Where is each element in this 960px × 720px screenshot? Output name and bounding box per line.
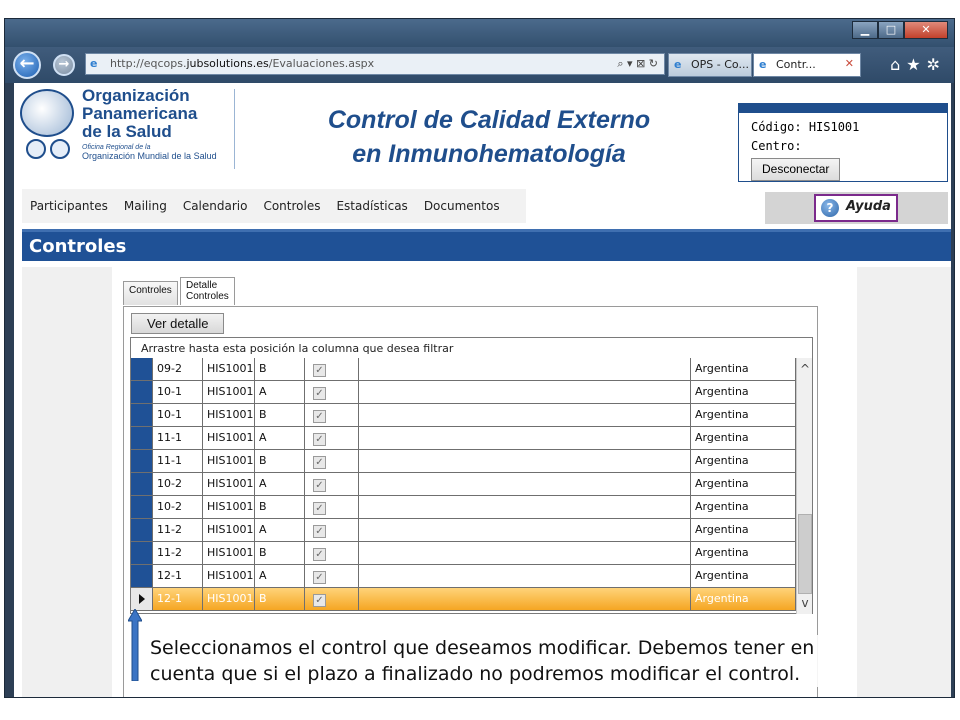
org-name-line3: de la Salud: [82, 122, 172, 141]
cell-pais: Argentina: [691, 542, 796, 564]
menu-item-estadisticas[interactable]: Estadísticas: [336, 199, 408, 213]
menu-item-documentos[interactable]: Documentos: [423, 199, 500, 213]
org-name-line2: Panamericana: [82, 104, 198, 123]
cell-empty: [359, 450, 691, 472]
checkbox-icon: ✓: [313, 594, 326, 607]
cell-empty: [359, 427, 691, 449]
url-prefix: http://eqcops.: [110, 57, 187, 70]
left-gutter: [22, 267, 112, 697]
minimize-button[interactable]: ▁: [852, 21, 878, 39]
cell-centro: HIS1001: [203, 381, 255, 403]
cell-tipo: A: [255, 473, 305, 495]
scroll-thumb[interactable]: [798, 514, 812, 594]
browser-tab-controles[interactable]: [753, 53, 861, 77]
address-tools-icons[interactable]: ⌕ ▾ ⊠ ↻: [617, 57, 658, 70]
cell-control: 10-1: [153, 381, 203, 403]
cell-tipo: A: [255, 427, 305, 449]
row-selector[interactable]: [131, 496, 153, 518]
table-row[interactable]: [131, 473, 796, 496]
row-selector[interactable]: [131, 404, 153, 426]
cell-pais: Argentina: [691, 404, 796, 426]
grid-scrollbar[interactable]: [796, 358, 812, 614]
ver-detalle-button[interactable]: Ver detalle: [131, 313, 224, 334]
cell-pais: Argentina: [691, 381, 796, 403]
codigo-value: HIS1001: [808, 120, 860, 134]
table-row-selected[interactable]: [131, 588, 796, 611]
cell-empty: [359, 358, 691, 380]
menu-item-participantes[interactable]: Participantes: [30, 199, 108, 213]
cell-tipo: A: [255, 381, 305, 403]
row-selector[interactable]: [131, 542, 153, 564]
cell-control: 10-2: [153, 473, 203, 495]
window-titlebar: [5, 19, 954, 47]
cell-tipo: A: [255, 565, 305, 587]
logo-divider: [234, 89, 235, 169]
cell-control: 11-1: [153, 450, 203, 472]
checkbox-icon: ✓: [313, 571, 326, 584]
cell-pais: Argentina: [691, 473, 796, 495]
row-selector[interactable]: [131, 473, 153, 495]
tab-controles[interactable]: Controles: [123, 281, 178, 305]
row-selector[interactable]: [131, 381, 153, 403]
controls-grid: [130, 337, 813, 614]
tab-label: Contr...: [776, 58, 816, 71]
annotation-text: [150, 635, 850, 687]
ie-page-icon: e: [90, 57, 98, 70]
org-name: [82, 87, 197, 141]
centro-label: Centro:: [751, 139, 802, 153]
page-title: [254, 103, 724, 171]
right-gutter: [857, 267, 951, 697]
scroll-up-icon[interactable]: ^: [799, 362, 811, 376]
cell-empty: [359, 473, 691, 495]
cell-tipo: B: [255, 450, 305, 472]
tab-detalle-controles[interactable]: Detalle Controles: [180, 277, 235, 305]
cell-tipo: A: [255, 519, 305, 541]
help-bar: [765, 192, 948, 224]
org-subtitle-line1: Oficina Regional de la: [82, 144, 151, 151]
cell-centro: HIS1001: [203, 588, 255, 610]
help-label: Ayuda: [846, 199, 891, 214]
org-subtitle-line2: Organización Mundial de la Salud: [82, 151, 217, 161]
main-menu: [22, 189, 526, 223]
table-row[interactable]: [131, 381, 796, 404]
user-info-box: [738, 103, 948, 182]
cell-tipo: B: [255, 358, 305, 380]
row-selector[interactable]: [131, 519, 153, 541]
table-row[interactable]: [131, 519, 796, 542]
row-selector[interactable]: [131, 588, 153, 610]
table-row[interactable]: [131, 427, 796, 450]
url-host: jubsolutions.es: [186, 57, 269, 70]
cell-pais: Argentina: [691, 565, 796, 587]
close-window-button[interactable]: ✕: [904, 21, 948, 39]
menu-item-calendario[interactable]: Calendario: [182, 199, 248, 213]
cell-empty: [359, 588, 691, 610]
cell-empty: [359, 496, 691, 518]
table-row[interactable]: [131, 542, 796, 565]
cell-pais: Argentina: [691, 427, 796, 449]
up-arrow-annotation-icon: [128, 609, 142, 681]
cell-tipo: B: [255, 542, 305, 564]
address-bar[interactable]: [85, 53, 665, 75]
title-line1: Control de Calidad Externo: [327, 106, 651, 134]
cell-control: 11-2: [153, 519, 203, 541]
menu-item-controles[interactable]: Controles: [263, 199, 321, 213]
cell-control: 10-1: [153, 404, 203, 426]
browser-window: [4, 18, 955, 698]
cell-tipo: B: [255, 588, 305, 610]
cell-control: 10-2: [153, 496, 203, 518]
cell-centro: HIS1001: [203, 427, 255, 449]
cell-centro: HIS1001: [203, 565, 255, 587]
americas-globe-icon: [20, 89, 74, 137]
table-row[interactable]: [131, 496, 796, 519]
cell-empty: [359, 381, 691, 403]
section-title: Controles: [22, 229, 951, 261]
help-button[interactable]: [814, 194, 898, 222]
grid-group-by-area[interactable]: Arrastre hasta esta posición la columna que desea filtrar: [131, 338, 812, 358]
cell-tipo: B: [255, 404, 305, 426]
back-button[interactable]: ←: [13, 51, 41, 79]
maximize-button[interactable]: □: [878, 21, 904, 39]
row-selector[interactable]: [131, 358, 153, 380]
paho-seal-icon: [50, 139, 70, 159]
cell-control: 09-2: [153, 358, 203, 380]
table-row[interactable]: [131, 358, 796, 381]
tab-label: OPS - Co...: [691, 58, 749, 71]
forward-button[interactable]: →: [53, 54, 75, 76]
annotation-line2: cuenta que si el plazo a finalizado no podremos modificar el control.: [150, 663, 801, 685]
checkbox-icon: ✓: [313, 525, 326, 538]
cell-control: 12-1: [153, 565, 203, 587]
codigo-label: Código:: [751, 120, 802, 134]
cell-centro: HIS1001: [203, 450, 255, 472]
table-row[interactable]: [131, 450, 796, 473]
checkbox-icon: ✓: [313, 456, 326, 469]
cell-centro: HIS1001: [203, 473, 255, 495]
url-path: /Evaluaciones.aspx: [268, 57, 375, 70]
org-subtitle: [82, 143, 217, 161]
browser-tab-ops[interactable]: [668, 53, 752, 77]
checkbox-icon: ✓: [313, 548, 326, 561]
annotation-line1: Seleccionamos el control que deseamos modificar. Debemos tener en: [150, 637, 815, 659]
cell-control: 11-1: [153, 427, 203, 449]
table-row[interactable]: [131, 404, 796, 427]
close-tab-icon[interactable]: ✕: [844, 57, 854, 70]
cell-pais: Argentina: [691, 519, 796, 541]
title-line2: en Inmunohematología: [352, 140, 626, 168]
cell-centro: HIS1001: [203, 358, 255, 380]
table-row[interactable]: [131, 565, 796, 588]
checkbox-icon: ✓: [313, 433, 326, 446]
checkbox-icon: ✓: [313, 479, 326, 492]
row-selector[interactable]: [131, 565, 153, 587]
org-name-line1: Organización: [82, 86, 190, 105]
ops-logo: [20, 87, 230, 167]
cell-control: 11-2: [153, 542, 203, 564]
row-selector[interactable]: [131, 450, 153, 472]
cell-pais: Argentina: [691, 588, 796, 610]
web-page: [14, 83, 951, 697]
help-icon: ?: [821, 199, 839, 217]
cell-centro: HIS1001: [203, 496, 255, 518]
ie-tab-icon: e: [674, 58, 682, 71]
checkbox-icon: ✓: [313, 387, 326, 400]
cell-empty: [359, 565, 691, 587]
who-seal-icon: [26, 139, 46, 159]
cell-control: 12-1: [153, 588, 203, 610]
menu-item-mailing[interactable]: Mailing: [123, 199, 167, 213]
row-selector[interactable]: [131, 427, 153, 449]
browser-navbar: [5, 47, 954, 83]
cell-empty: [359, 542, 691, 564]
scroll-down-icon[interactable]: v: [801, 596, 809, 610]
checkbox-icon: ✓: [313, 364, 326, 377]
cell-pais: Argentina: [691, 496, 796, 518]
checkbox-icon: ✓: [313, 410, 326, 423]
cell-pais: Argentina: [691, 358, 796, 380]
cell-empty: [359, 404, 691, 426]
checkbox-icon: ✓: [313, 502, 326, 515]
cell-centro: HIS1001: [203, 542, 255, 564]
cell-tipo: B: [255, 496, 305, 518]
ie-tab-icon: e: [759, 58, 767, 71]
disconnect-button[interactable]: Desconectar: [751, 158, 840, 181]
cell-pais: Argentina: [691, 450, 796, 472]
cell-centro: HIS1001: [203, 404, 255, 426]
cell-empty: [359, 519, 691, 541]
cell-centro: HIS1001: [203, 519, 255, 541]
toolbar-icons[interactable]: ⌂★✲: [890, 55, 946, 74]
